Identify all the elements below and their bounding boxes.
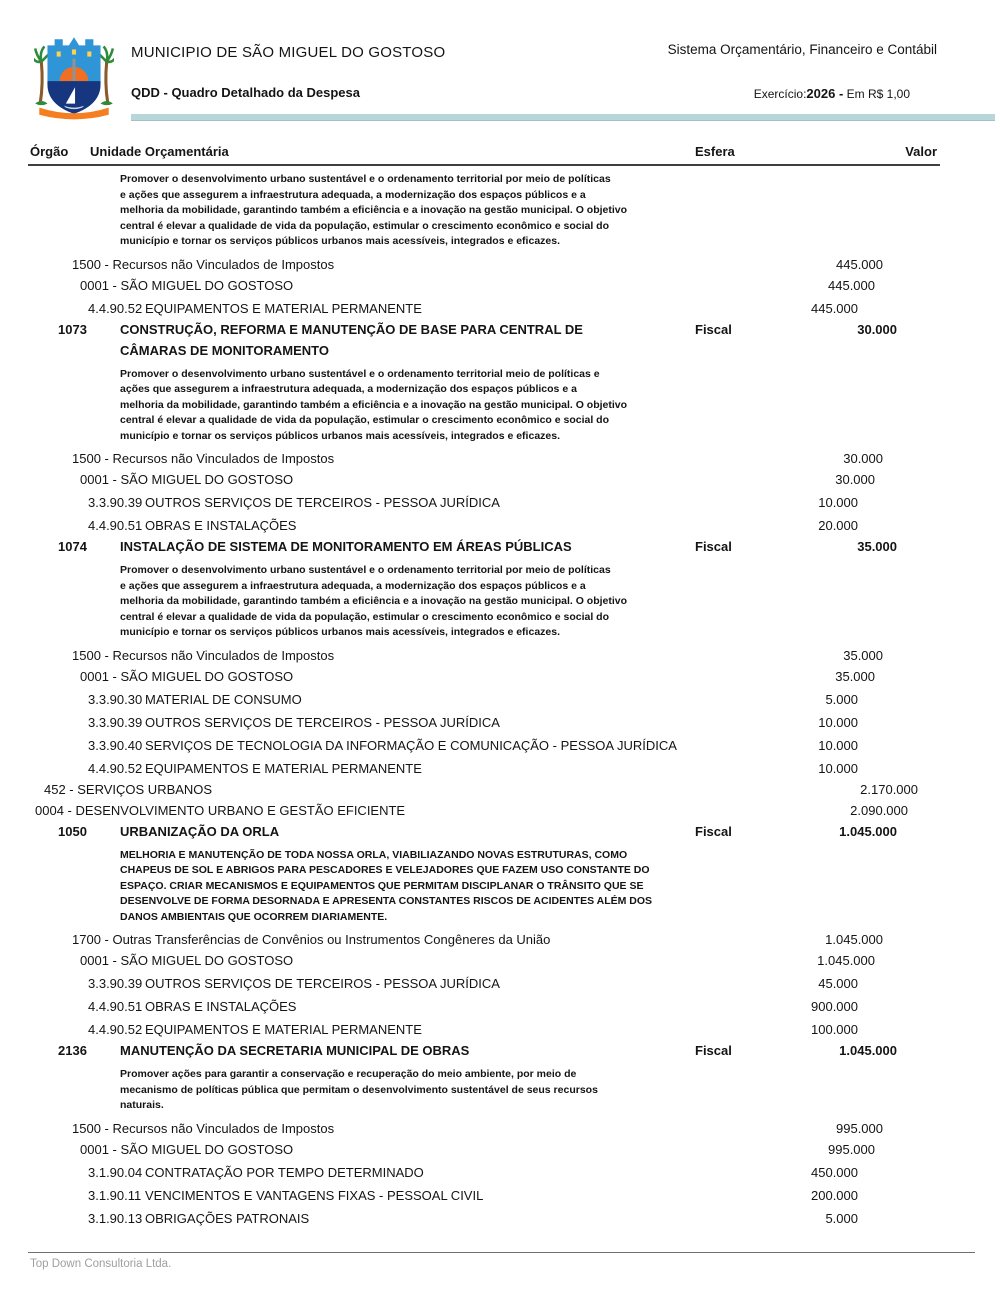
header-accent-bar — [131, 114, 995, 121]
municipal-coat-of-arms-icon — [34, 27, 114, 125]
uo-label: 0001 - SÃO MIGUEL DO GOSTOSO — [80, 953, 294, 968]
footer-rule — [28, 1252, 975, 1253]
description-line: melhoria da mobilidade, garantindo também a eficiência e a inovação na gestão municipal. O objetivo — [120, 398, 628, 411]
uo-value: 30.000 — [835, 472, 875, 487]
column-header-unidade: Unidade Orçamentária — [90, 144, 229, 159]
elem-label: SERVIÇOS DE TECNOLOGIA DA INFORMAÇÃO E COMUNICAÇÃO - PESSOA JURÍDICA — [145, 737, 677, 753]
elem-code: 4.4.90.52 — [88, 760, 143, 776]
footer-company: Top Down Consultoria Ltda. — [30, 1258, 172, 1270]
fonte-label: 1500 - Recursos não Vinculados de Impostos — [72, 1120, 335, 1136]
programa-label: 0004 - DESENVOLVIMENTO URBANO E GESTÃO EFICIENTE — [35, 802, 406, 818]
system-name: Sistema Orçamentário, Financeiro e Contábil — [667, 42, 937, 57]
programa-value: 2.090.000 — [850, 802, 908, 818]
description-line: MELHORIA E MANUTENÇÃO DE TODA NOSSA ORLA, VIABILIAZANDO NOVAS ESTRUTURAS, COMO — [120, 848, 628, 861]
description-line: DANOS AMBIENTAIS QUE OCORREM DIARIAMENTE. — [120, 910, 388, 923]
uo-value: 445.000 — [828, 277, 875, 293]
description-line: melhoria da mobilidade, garantindo também a eficiência e a inovação na gestão municipal. O objetivo — [120, 595, 628, 607]
description-block — [120, 848, 1000, 926]
esfera-value: Fiscal — [695, 823, 732, 839]
description-line: melhoria da mobilidade, garantindo também a eficiência e a inovação na gestão municipal. O objetivo — [120, 204, 628, 216]
funcao-row — [0, 779, 1000, 800]
uo-label: 0001 - SÃO MIGUEL DO GOSTOSO — [80, 472, 294, 487]
elem-value: 200.000 — [811, 1187, 858, 1203]
description-line: Promover o desenvolvimento urbano sustentável e o ordenamento territorial por meio de políticas — [120, 173, 611, 185]
elem-row — [0, 712, 1000, 733]
esfera-value: Fiscal — [695, 1043, 732, 1058]
uo-value: 35.000 — [835, 668, 875, 684]
funcao-label: 452 - SERVIÇOS URBANOS — [44, 781, 213, 797]
fonte-row — [0, 254, 1000, 275]
description-line: DESENVOLVE DE FORMA DESORNADA E APRESENTA CONSTANTES RISCOS DE ACIDENTES ALÉM DOS — [120, 895, 653, 907]
action-code: 2136 — [58, 1043, 87, 1058]
action-value: 30.000 — [857, 321, 897, 337]
fonte-label: 1500 - Recursos não Vinculados de Impostos — [72, 451, 335, 466]
uo-row — [0, 950, 1000, 971]
action-value: 35.000 — [857, 539, 897, 554]
uo-row — [0, 1139, 1000, 1160]
elem-code: 3.3.90.39 — [88, 976, 143, 991]
fonte-row — [0, 929, 1000, 950]
description-line: município e tornar os serviços públicos urbanos mais acessíveis, integrados e eficazes. — [120, 626, 561, 638]
table-rows — [0, 172, 1000, 1229]
exercise-label: Exercício: — [753, 87, 807, 101]
elem-value: 10.000 — [818, 760, 858, 776]
elem-code: 3.3.90.39 — [88, 495, 143, 510]
elem-row — [0, 1185, 1000, 1206]
description-line: e ações que assegurem a infraestrutura adequada, a modernização dos espaços públicos e a — [120, 579, 586, 592]
elem-label: OUTROS SERVIÇOS DE TERCEIROS - PESSOA JURÍDICA — [145, 976, 500, 991]
fonte-value: 35.000 — [843, 647, 883, 663]
elem-row — [0, 1208, 1000, 1229]
fonte-label: 1700 - Outras Transferências de Convênios ou Instrumentos Congêneres da União — [72, 932, 551, 947]
elem-label: CONTRATAÇÃO POR TEMPO DETERMINADO — [145, 1164, 424, 1180]
column-header-orgao: Órgão — [30, 144, 69, 159]
column-header-esfera: Esfera — [695, 144, 735, 159]
elem-label: OBRIGAÇÕES PATRONAIS — [145, 1210, 310, 1226]
elem-code: 3.1.90.11 — [88, 1187, 142, 1203]
elem-code: 3.3.90.40 — [88, 737, 143, 753]
elem-code: 3.1.90.04 — [88, 1164, 143, 1180]
municipality-name: MUNICIPIO DE SÃO MIGUEL DO GOSTOSO — [131, 44, 446, 61]
elem-value: 100.000 — [811, 1022, 858, 1037]
elem-code: 4.4.90.52 — [88, 300, 143, 316]
action-value: 1.045.000 — [839, 1043, 897, 1058]
elem-row — [0, 1162, 1000, 1183]
uo-row — [0, 275, 1000, 296]
action-code: 1050 — [58, 823, 87, 839]
elem-label: EQUIPAMENTOS E MATERIAL PERMANENTE — [145, 300, 422, 316]
action-label: URBANIZAÇÃO DA ORLA — [120, 823, 280, 839]
uo-value: 995.000 — [828, 1141, 875, 1157]
elem-code: 4.4.90.52 — [88, 1022, 143, 1037]
elem-row — [0, 689, 1000, 710]
elem-label: OUTROS SERVIÇOS DE TERCEIROS - PESSOA JURÍDICA — [145, 495, 500, 510]
fonte-row — [0, 1118, 1000, 1139]
programa-row — [0, 800, 1000, 821]
action-label: CONSTRUÇÃO, REFORMA E MANUTENÇÃO DE BASE PARA CENTRAL DE CÂMARAS DE MONITORAMENTO — [120, 321, 583, 358]
elem-label: MATERIAL DE CONSUMO — [145, 691, 302, 707]
elem-label: EQUIPAMENTOS E MATERIAL PERMANENTE — [145, 760, 422, 776]
action-row — [0, 821, 1000, 842]
description-block — [120, 172, 1000, 250]
uo-label: 0001 - SÃO MIGUEL DO GOSTOSO — [80, 277, 294, 293]
exercise-line — [754, 86, 910, 101]
elem-code: 3.1.90.13 — [88, 1210, 143, 1226]
esfera-value: Fiscal — [695, 321, 732, 337]
elem-label: OBRAS E INSTALAÇÕES — [145, 518, 297, 533]
action-code: 1073 — [58, 321, 87, 337]
action-row — [0, 1040, 1000, 1061]
uo-value: 1.045.000 — [817, 953, 875, 968]
esfera-value: Fiscal — [695, 539, 732, 554]
report-title: QDD - Quadro Detalhado da Despesa — [131, 85, 360, 100]
elem-label: OUTROS SERVIÇOS DE TERCEIROS - PESSOA JURÍDICA — [145, 714, 500, 730]
column-header-valor: Valor — [905, 144, 937, 159]
description-line: central é elevar a qualidade de vida da população, estimular o crescimento econômico e social do — [120, 414, 610, 426]
uo-label: 0001 - SÃO MIGUEL DO GOSTOSO — [80, 668, 294, 684]
elem-code: 4.4.90.51 — [88, 518, 143, 533]
elem-row — [0, 515, 1000, 536]
action-label: MANUTENÇÃO DA SECRETARIA MUNICIPAL DE OBRAS — [120, 1043, 470, 1058]
elem-value: 5.000 — [825, 691, 858, 707]
description-line: mecanismo de políticas pública que permitam o desenvolvimento sustentável de seus recursos — [120, 1083, 598, 1096]
elem-value: 45.000 — [818, 976, 858, 991]
table-column-headers — [0, 144, 1000, 162]
elem-value: 10.000 — [818, 737, 858, 753]
fonte-value: 445.000 — [836, 256, 883, 272]
fonte-row — [0, 645, 1000, 666]
elem-label: OBRAS E INSTALAÇÕES — [145, 999, 297, 1014]
header-rule — [28, 164, 940, 166]
elem-row — [0, 1019, 1000, 1040]
action-value: 1.045.000 — [839, 823, 897, 839]
action-label: INSTALAÇÃO DE SISTEMA DE MONITORAMENTO EM ÁREAS PÚBLICAS — [120, 539, 572, 554]
description-line: Promover o desenvolvimento urbano sustentável e o ordenamento territorial meio de políticas e — [120, 367, 600, 380]
action-row — [0, 319, 1000, 361]
fonte-value: 995.000 — [836, 1120, 883, 1136]
exercise-suffix: Em R$ 1,00 — [843, 87, 910, 101]
description-line: central é elevar a qualidade de vida da população, estimular o crescimento econômico e social do — [120, 610, 610, 623]
elem-value: 900.000 — [811, 999, 858, 1014]
elem-row — [0, 996, 1000, 1017]
elem-value: 5.000 — [825, 1210, 858, 1226]
uo-row — [0, 666, 1000, 687]
elem-label: VENCIMENTOS E VANTAGENS FIXAS - PESSOAL CIVIL — [145, 1187, 484, 1203]
elem-value: 450.000 — [811, 1164, 858, 1180]
fonte-label: 1500 - Recursos não Vinculados de Impostos — [72, 647, 335, 663]
elem-row — [0, 758, 1000, 779]
uo-label: 0001 - SÃO MIGUEL DO GOSTOSO — [80, 1141, 294, 1157]
action-row — [0, 536, 1000, 557]
elem-code: 4.4.90.51 — [88, 999, 143, 1014]
elem-row — [0, 735, 1000, 756]
elem-row — [0, 492, 1000, 513]
description-block — [120, 563, 1000, 641]
fonte-label: 1500 - Recursos não Vinculados de Impostos — [72, 256, 335, 272]
elem-value: 10.000 — [818, 714, 858, 730]
description-block — [120, 367, 1000, 445]
elem-value: 20.000 — [818, 518, 858, 533]
exercise-year: 2026 - — [806, 86, 844, 101]
description-line: ESPAÇO. CRIAR MECANISMOS E EQUIPAMENTOS QUE PERMITAM DISCIPLANAR O TRÂNSITO QUE SE — [120, 879, 644, 892]
action-code: 1074 — [58, 539, 87, 554]
elem-row — [0, 973, 1000, 994]
description-line: CHAPEUS DE SOL E ABRIGOS PARA PESCADORES E VELEJADORES QUE FAZEM USO CONSTANTE DO — [120, 864, 650, 876]
fonte-value: 1.045.000 — [825, 932, 883, 947]
uo-row — [0, 469, 1000, 490]
elem-row — [0, 298, 1000, 319]
funcao-value: 2.170.000 — [860, 781, 918, 797]
elem-label: EQUIPAMENTOS E MATERIAL PERMANENTE — [145, 1022, 422, 1037]
fonte-value: 30.000 — [843, 451, 883, 466]
description-block — [120, 1067, 1000, 1114]
description-line: ações que assegurem a infraestrutura adequada, a modernização dos espaços públicos e a — [120, 383, 577, 395]
fonte-row — [0, 448, 1000, 469]
description-line: município e tornar os serviços públicos urbanos mais acessíveis, integrados e eficazes. — [120, 235, 561, 247]
elem-code: 3.3.90.39 — [88, 714, 143, 730]
description-line: central é elevar a qualidade de vida da população, estimular o crescimento econômico e social do — [120, 219, 610, 232]
elem-value: 445.000 — [811, 300, 858, 316]
description-line: Promover ações para garantir a conservação e recuperação do meio ambiente, por meio de — [120, 1068, 577, 1080]
elem-code: 3.3.90.30 — [88, 691, 143, 707]
report-body — [0, 144, 1000, 1229]
description-line: município e tornar os serviços públicos urbanos mais acessíveis, integrados e eficazes. — [120, 429, 561, 442]
description-line: e ações que assegurem a infraestrutura adequada, a modernização dos espaços públicos e a — [120, 188, 586, 201]
description-line: Promover o desenvolvimento urbano sustentável e o ordenamento territorial por meio de políticas — [120, 564, 611, 576]
elem-value: 10.000 — [818, 495, 858, 510]
description-line: naturais. — [120, 1099, 164, 1111]
